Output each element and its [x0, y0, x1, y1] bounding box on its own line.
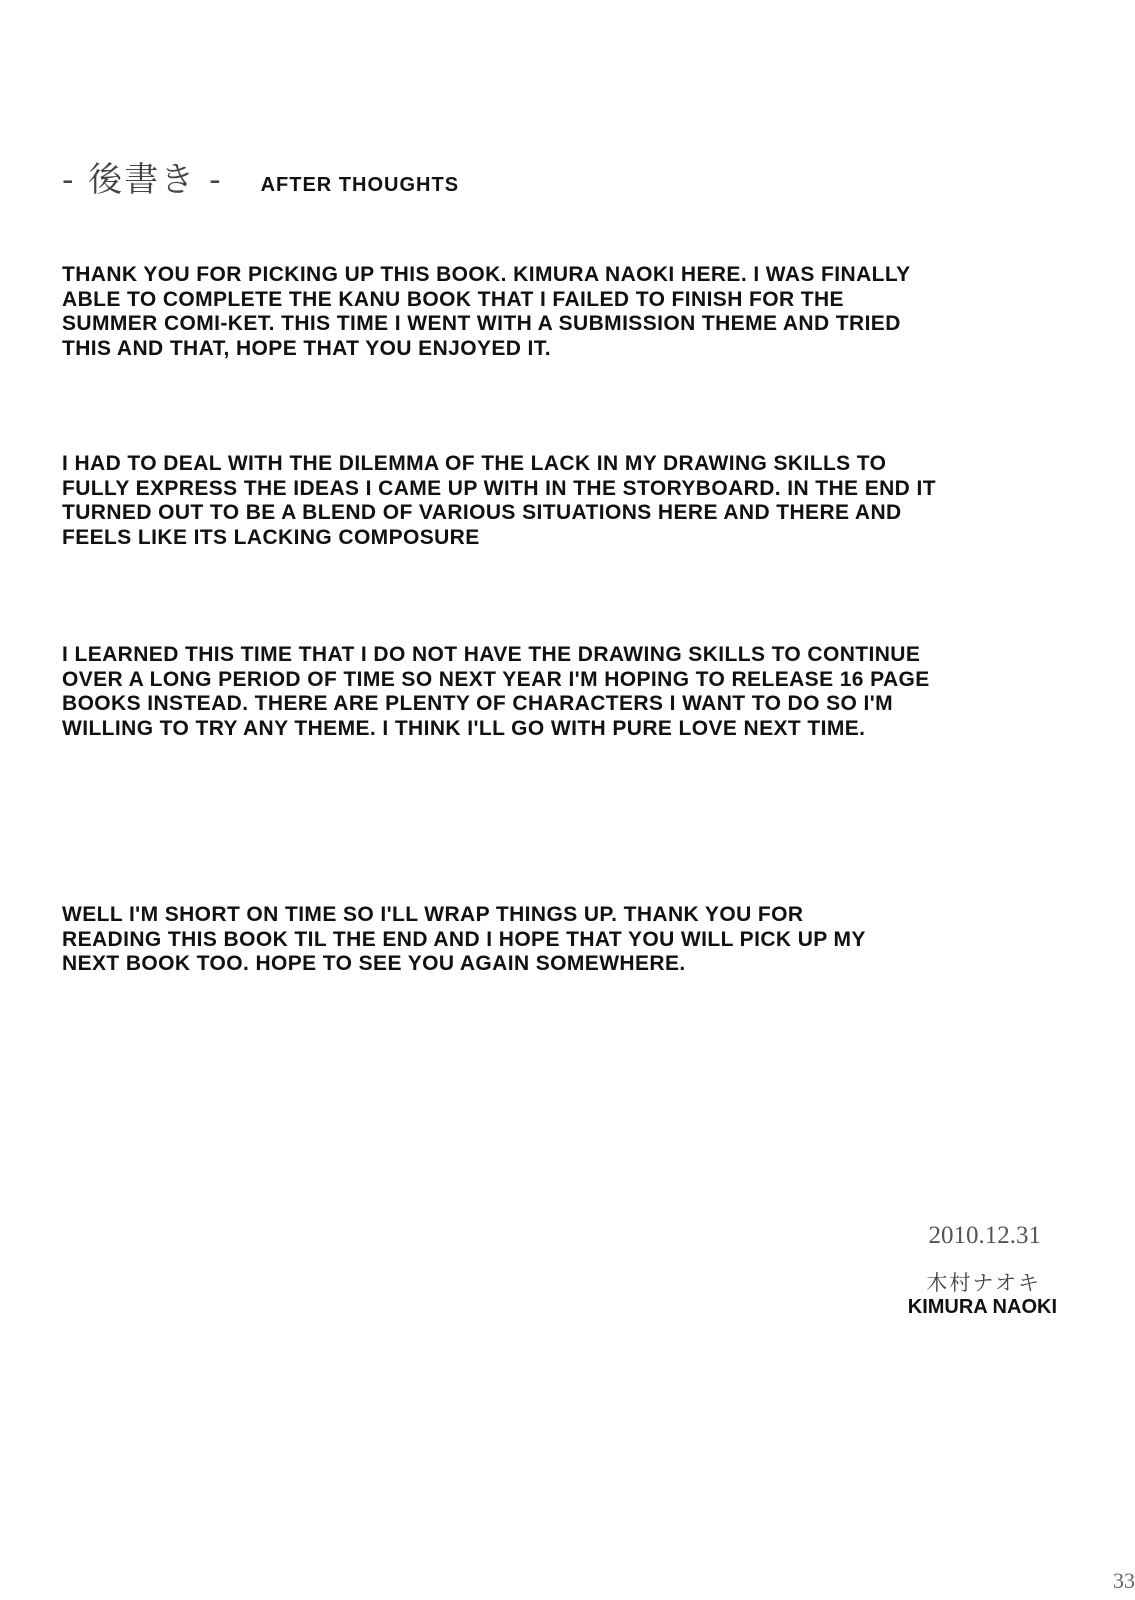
japanese-title: - 後書き - — [62, 160, 223, 200]
paragraph-line: SUMMER COMI-KET. THIS TIME I WENT WITH A SUBMISSION THEME AND TRIED — [62, 312, 901, 335]
paragraph-line: THIS AND THAT, HOPE THAT YOU ENJOYED IT. — [62, 336, 551, 360]
paragraph-line: OVER A LONG PERIOD OF TIME SO NEXT YEAR I'M HOPING TO RELEASE 16 PAGE — [62, 667, 930, 691]
paragraph-line: ABLE TO COMPLETE THE KANU BOOK THAT I FAILED TO FINISH FOR THE — [62, 287, 844, 311]
paragraph-4 — [62, 903, 866, 977]
paragraph-line: THANK YOU FOR PICKING UP THIS BOOK. KIMURA NAOKI HERE. I WAS FINALLY — [62, 263, 911, 286]
paragraph-3 — [62, 643, 930, 741]
signature-date: 2010.12.31 — [928, 1222, 1041, 1249]
paragraph-line: FEELS LIKE ITS LACKING COMPOSURE — [62, 525, 480, 549]
english-title: AFTER THOUGHTS — [260, 174, 460, 196]
paragraph-line: FULLY EXPRESS THE IDEAS I CAME UP WITH IN THE STORYBOARD. IN THE END IT — [62, 476, 936, 500]
paragraph-line: WELL I'M SHORT ON TIME SO I'LL WRAP THINGS UP. THANK YOU FOR — [62, 903, 804, 926]
paragraph-1 — [62, 263, 911, 361]
paragraph-line: TURNED OUT TO BE A BLEND OF VARIOUS SITUATIONS HERE AND THERE AND — [62, 501, 902, 524]
page-header — [62, 152, 459, 201]
paragraph-line: I HAD TO DEAL WITH THE DILEMMA OF THE LACK IN MY DRAWING SKILLS TO — [62, 452, 887, 475]
paragraph-2 — [62, 452, 936, 550]
paragraph-line: I LEARNED THIS TIME THAT I DO NOT HAVE THE DRAWING SKILLS TO CONTINUE — [62, 643, 921, 666]
paragraph-line: WILLING TO TRY ANY THEME. I THINK I'LL GO WITH PURE LOVE NEXT TIME. — [62, 716, 866, 740]
paragraph-line: READING THIS BOOK TIL THE END AND I HOPE THAT YOU WILL PICK UP MY — [62, 927, 866, 951]
page-number: 33 — [1113, 1568, 1135, 1593]
paragraph-line: NEXT BOOK TOO. HOPE TO SEE YOU AGAIN SOMEWHERE. — [62, 952, 686, 975]
paragraph-line: BOOKS INSTEAD. THERE ARE PLENTY OF CHARACTERS I WANT TO DO SO I'M — [62, 692, 893, 715]
signature-name-english: KIMURA NAOKI — [907, 1296, 1057, 1318]
signature-name-japanese: 木村ナオキ — [926, 1271, 1041, 1295]
